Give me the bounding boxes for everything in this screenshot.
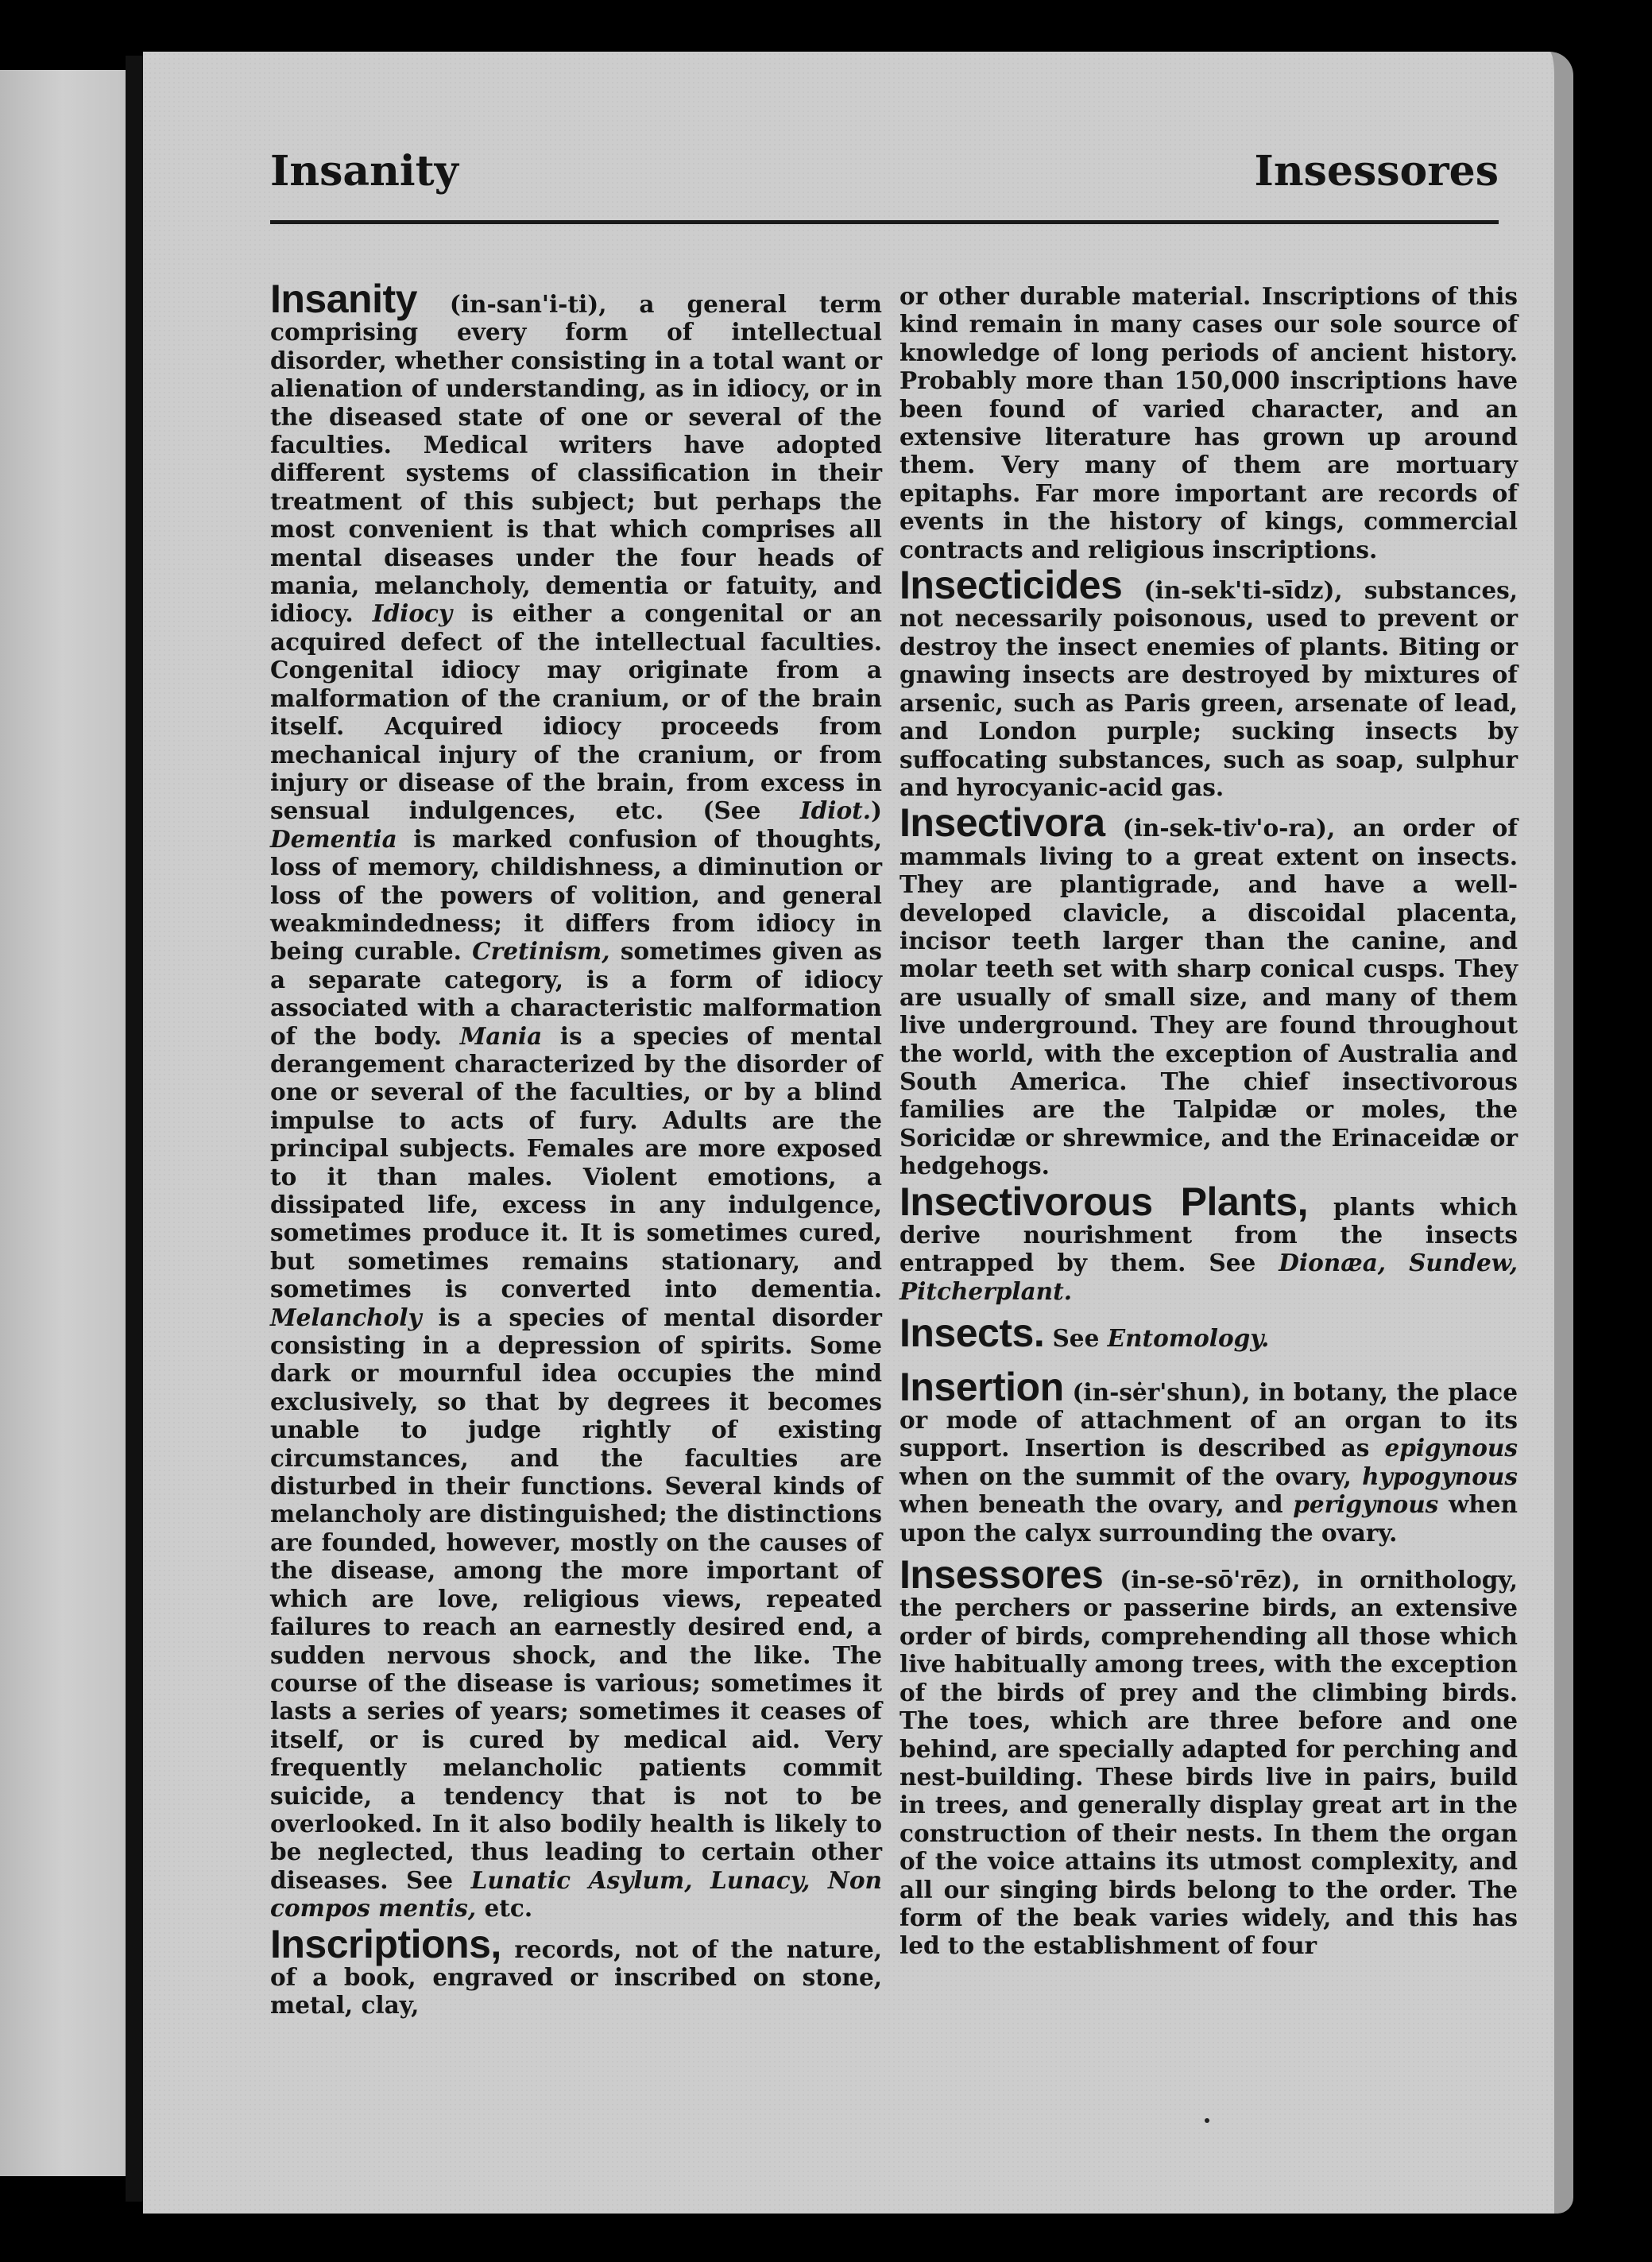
term-epigynous: epigynous — [1384, 1434, 1518, 1462]
entry-inscriptions — [270, 1921, 882, 2020]
headword-inscriptions: Inscriptions, — [270, 1921, 501, 1966]
term-cretinism: Cretinism, — [472, 937, 610, 966]
headword-insectivorous-plants: Insectivorous Plants, — [900, 1179, 1309, 1224]
insecticides-text: substances, not necessarily poisonous, used to prevent or destroy the insect enemies of plants. Biting or gnawing insects are destroyed by mixtures of arsenic, such as Paris green, arsenate of lead, and London purple; sucking insects by suffocating substances, such as soap, sulphur and hyrocyanic-acid gas. — [900, 576, 1518, 801]
pronunciation-insanity: (in-san'i-ti), — [449, 290, 607, 318]
insanity-text-1: a general term comprising every form of intellectual disorder, whether consisting in a total want or alienation of understanding, as in idiocy, or in the diseased state of one or several of the faculties. Medical writers have adopted different systems of classification in their treatment of this subject; but perhaps the most convenient is that which comprises all mental diseases under the four heads of mania, melancholy, dementia or fatuity, and idiocy. — [270, 290, 882, 628]
pronunciation-insecticides: (in-sek'ti-sīdz), — [1143, 576, 1343, 605]
insanity-text-5: sometimes given as a separate category, is a form of idiocy associated with a characteristic malformation of the body. — [270, 937, 882, 1050]
entry-insessores — [900, 1552, 1518, 1960]
entry-inscriptions-continued — [900, 282, 1518, 564]
insects-text: See — [1052, 1324, 1100, 1353]
headword-insanity: Insanity — [270, 277, 417, 321]
insanity-text-8: etc. — [484, 1894, 533, 1923]
ref-idiot: Idiot. — [799, 796, 872, 825]
insanity-text-4: is marked confusion of thoughts, loss of memory, childishness, a diminution or loss of the powers of volition, and general weakmindedness; it differs from idiocy in being curable. — [270, 824, 882, 966]
insanity-text-6: is a species of mental derangement characterized by the disorder of one or several of the faculties, or by a blind impulse to acts of fury. Adults are the principal subjects. Females are more exposed to it than males. Violent emotions, a dissipated life, excess in any indulgence, sometimes produce it. It is sometimes cured, but sometimes remains stationary, and sometimes is converted into dementia. — [270, 1021, 882, 1303]
headword-insects: Insects. — [900, 1311, 1045, 1356]
header-rule — [270, 220, 1499, 224]
headword-insessores: Insessores — [900, 1552, 1104, 1598]
running-head-left: Insanity — [270, 147, 458, 196]
term-idiocy: Idiocy — [372, 599, 453, 628]
headword-insectivora: Insectivora — [900, 800, 1105, 846]
ink-speck — [1205, 2118, 1209, 2123]
pronunciation-insertion: (in-sėr'shun), — [1072, 1377, 1251, 1406]
pronunciation-insessores: (in-se-sō'rēz), — [1120, 1566, 1301, 1594]
insertion-text-3: when beneath the ovary, and — [900, 1490, 1283, 1519]
insertion-text-2: when on the summit of the ovary, — [900, 1462, 1352, 1490]
right-column — [900, 282, 1518, 1965]
insessores-text: in ornithology, the perchers or passerine birds, an extensive order of birds, comprehending all those which live habitually among trees, with the exception of the birds of prey and the climbing birds. The toes, which are three before and one behind, are specially adapted for perching and nest-building. These birds live in pairs, build in trees, and generally display great art in the construction of their nests. In them the organ of the voice attains its utmost complexity, and all our singing birds belong to the order. The form of the beak varies widely, and this has led to the establishment of four — [900, 1566, 1518, 1960]
inscriptions-text: records, not of the nature, of a book, engraved or inscribed on stone, metal, clay, — [270, 1935, 882, 2020]
entry-insanity — [270, 277, 882, 1923]
term-perigynous: perigynous — [1293, 1490, 1439, 1519]
insectivorous-plants-text: plants which derive nourishment from the insects entrapped by them. See — [900, 1192, 1518, 1277]
previous-page-edge — [0, 70, 126, 2176]
insectivorous-plants-refs: Dionæa, Sundew, Pitcherplant. — [900, 1249, 1518, 1305]
insanity-text-3: ) — [871, 796, 882, 825]
insectivora-text: an order of mammals living to a great extent on insects. They are plantigrade, and have a well-developed clavicle, a discoidal placenta, incisor teeth larger than the canine, and molar teeth set with sharp conical cusps. They are usually of small size, and many of them live underground. They are found throughout the world, with the exception of Australia and South America. The chief insectivorous families are the Talpidæ or moles, the Soricidæ or shrewmice, and the Erinaceidæ or hedgehogs. — [900, 814, 1518, 1180]
book-gutter — [126, 56, 143, 2202]
running-head-right: Insessores — [1254, 147, 1499, 196]
entry-insectivora — [900, 800, 1518, 1180]
left-column — [270, 277, 882, 2024]
see-refs-lunatic: Lunatic Asylum, Lunacy, Non compos mentis, — [270, 1865, 882, 1923]
entry-insecticides — [900, 563, 1518, 801]
term-hypogynous: hypogynous — [1362, 1462, 1518, 1490]
book-page — [143, 52, 1573, 2214]
term-dementia: Dementia — [270, 824, 397, 853]
entry-insects — [900, 1311, 1518, 1356]
entry-insectivorous-plants — [900, 1179, 1518, 1306]
insects-ref: Entomology. — [1107, 1324, 1270, 1353]
term-mania: Mania — [459, 1021, 543, 1050]
headword-insertion: Insertion — [900, 1364, 1064, 1409]
insanity-text-2: is either a congenital or an acquired defect of the intellectual faculties. Congenital idiocy may originate from a malformation of the cranium, or of the brain itself. Acquired idiocy proceeds from mechanical injury of the cranium, or from injury or disease of the brain, from excess in sensual indulgences, etc. (See — [270, 599, 882, 825]
insertion-text-1: in botany, the place or mode of attachment of an organ to its support. Insertion is described as — [900, 1377, 1518, 1462]
inscriptions-continued-text: or other durable material. Inscriptions of this kind remain in many cases our sole source of knowledge of long periods of ancient history. Probably more than 150,000 inscriptions have been found of varied character, and an extensive literature has grown up around them. Very many of them are mortuary epitaphs. Far more important are records of events in the history of kings, commercial contracts and religious inscriptions. — [900, 282, 1518, 564]
pronunciation-insectivora: (in-sek-tiv'o-ra), — [1122, 814, 1336, 842]
insanity-text-7: is a species of mental disorder consisting in a depression of spirits. Some dark or mournful idea occupies the mind exclusively, so that by degrees it becomes unable to judge rightly of existing circumstances, and the faculties are disturbed in their functions. Several kinds of melancholy are distinguished; the distinctions are founded, however, mostly on the causes of the disease, among the more important of which are love, religious views, repeated failures to reach an earnestly desired end, a sudden nervous shock, and the like. The course of the disease is various; sometimes it lasts a series of years; sometimes it ceases of itself, or is cured by medical aid. Very frequently melancholic patients commit suicide, a tendency that is not to be overlooked. In it also bodily health is likely to be neglected, thus leading to certain other diseases. See — [270, 1303, 882, 1894]
term-melancholy: Melancholy — [270, 1303, 422, 1331]
entry-insertion — [900, 1364, 1518, 1547]
insertion-text-4: when upon the calyx surrounding the ovary. — [900, 1490, 1518, 1547]
headword-insecticides: Insecticides — [900, 563, 1123, 608]
